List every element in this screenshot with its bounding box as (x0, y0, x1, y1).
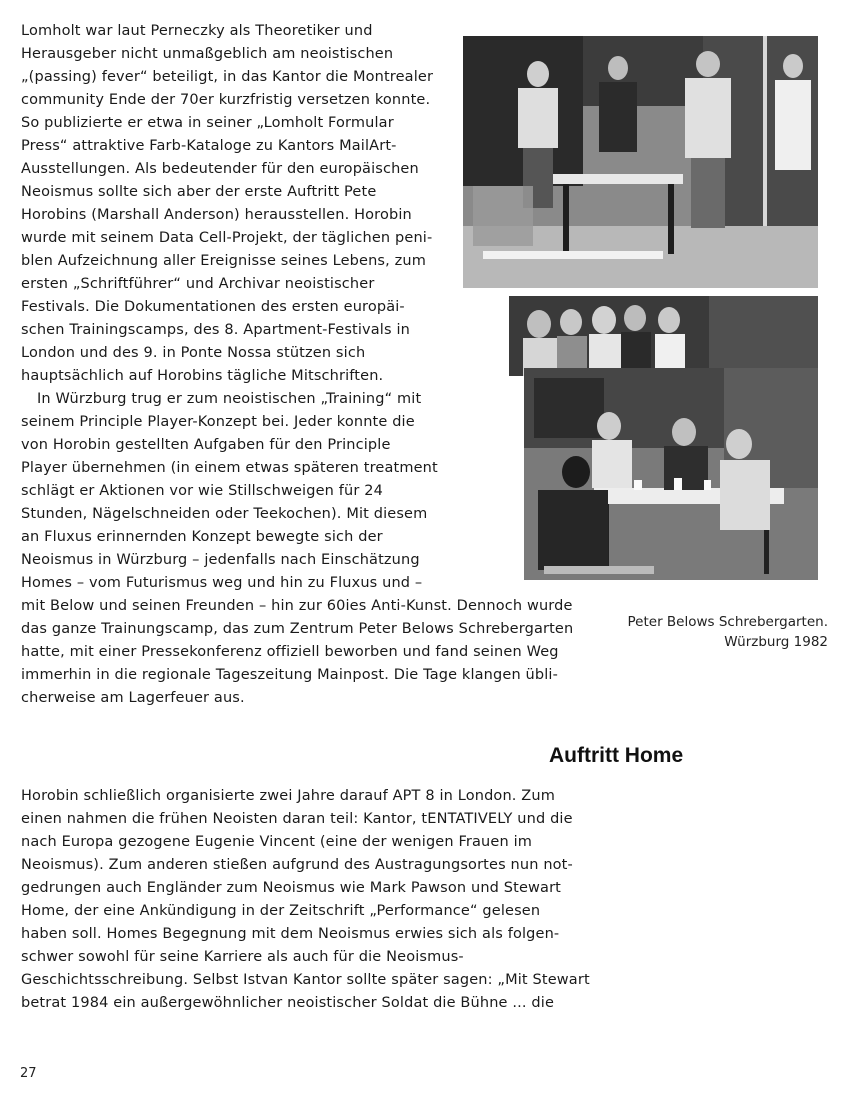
text-line: seinem Principle Player-Konzept bei. Jeder konnte die (21, 414, 415, 430)
text-line: mit Below und seinen Freunden – hin zur 60ies Anti-Kunst. Dennoch wurde (21, 598, 573, 614)
text-line: Festivals. Die Dokumentationen des ersten europäi- (21, 299, 405, 315)
photo-caption (628, 612, 828, 652)
text-line: Neoismus). Zum anderen stießen aufgrund des Austragungsortes nun not- (21, 857, 573, 873)
text-line: Ausstellungen. Als bedeutender für den europäischen (21, 161, 419, 177)
text-line: Neoismus in Würzburg – jedenfalls nach Einschätzung (21, 552, 420, 568)
text-line: das ganze Trainungscamp, das zum Zentrum Peter Belows Schrebergarten (21, 621, 574, 637)
text-line: Homes – vom Futurismus weg und hin zu Fluxus und – (21, 575, 423, 591)
text-line: hatte, mit einer Pressekonferenz offiziell beworben und fand seinen Weg (21, 644, 559, 660)
section-heading: Auftritt Home (549, 744, 684, 767)
text-line: immerhin in die regionale Tageszeitung Mainpost. Die Tage klangen übli- (21, 667, 558, 683)
garden-photo-top-image (463, 36, 818, 288)
text-line: gedrungen auch Engländer zum Neoismus wie Mark Pawson und Stewart (21, 880, 562, 896)
group-photo-middle (509, 296, 818, 376)
text-line: haben soll. Homes Begegnung mit dem Neoismus erwies sich als folgen- (21, 926, 560, 942)
caption-line: Peter Belows Schrebergarten. (627, 614, 828, 630)
text-line: wurde mit seinem Data Cell-Projekt, der täglichen peni- (21, 230, 433, 246)
group-photo-middle-image (509, 296, 818, 376)
table-photo-bottom (524, 368, 818, 580)
text-line: Stunden, Nägelschneiden oder Teekochen). Mit diesem (21, 506, 428, 522)
page-number: 27 (20, 1066, 37, 1081)
text-line: cherweise am Lagerfeuer aus. (21, 690, 245, 706)
text-line: Player übernehmen (in einem etwas späteren treatment (21, 460, 438, 476)
text-line: „(passing) fever“ beteiligt, in das Kantor die Montrealer (21, 69, 434, 85)
text-line: ersten „Schriftführer“ und Archivar neoistischer (21, 276, 375, 292)
text-line: schwer sowohl für seine Karriere als auch für die Neoismus- (21, 949, 464, 965)
garden-photo-top (463, 36, 818, 288)
text-line: betrat 1984 ein außergewöhnlicher neoistischer Soldat die Bühne ... die (21, 995, 555, 1011)
text-line: So publizierte er etwa in seiner „Lomholt Formular (21, 115, 394, 131)
text-line: community Ende der 70er kurzfristig versetzen konnte. (21, 92, 431, 108)
text-line: In Würzburg trug er zum neoistischen „Training“ mit (37, 391, 422, 407)
text-line: Horobin schließlich organisierte zwei Jahre darauf APT 8 in London. Zum (21, 788, 555, 804)
text-line: Neoismus sollte sich aber der erste Auftritt Pete (21, 184, 377, 200)
text-line: Home, der eine Ankündigung in der Zeitschrift „Performance“ gelesen (21, 903, 541, 919)
text-line: London und des 9. in Ponte Nossa stützen sich (21, 345, 366, 361)
text-line: einen nahmen die frühen Neoisten daran teil: Kantor, tENTATIVELY und die (21, 811, 573, 827)
caption-line: Würzburg 1982 (724, 634, 828, 650)
text-line: schlägt er Aktionen vor wie Stillschweigen für 24 (21, 483, 383, 499)
text-line: von Horobin gestellten Aufgaben für den Principle (21, 437, 391, 453)
text-line: nach Europa gezogene Eugenie Vincent (eine der wenigen Frauen im (21, 834, 533, 850)
text-line: Horobins (Marshall Anderson) herausstellen. Horobin (21, 207, 412, 223)
text-line: hauptsächlich auf Horobins tägliche Mitschriften. (21, 368, 384, 384)
text-line: an Fluxus erinnernden Konzept bewegte sich der (21, 529, 383, 545)
text-line: Lomholt war laut Perneczky als Theoretiker und (21, 23, 373, 39)
text-line: Herausgeber nicht unmaßgeblich am neoistischen (21, 46, 394, 62)
text-line: blen Aufzeichnung aller Ereignisse seines Lebens, zum (21, 253, 427, 269)
text-line: Geschichtsschreibung. Selbst Istvan Kantor sollte später sagen: „Mit Stewart (21, 972, 590, 988)
text-line: schen Trainingscamps, des 8. Apartment-Festivals in (21, 322, 410, 338)
text-line: Press“ attraktive Farb-Kataloge zu Kantors MailArt- (21, 138, 397, 154)
table-photo-bottom-image (524, 368, 818, 580)
